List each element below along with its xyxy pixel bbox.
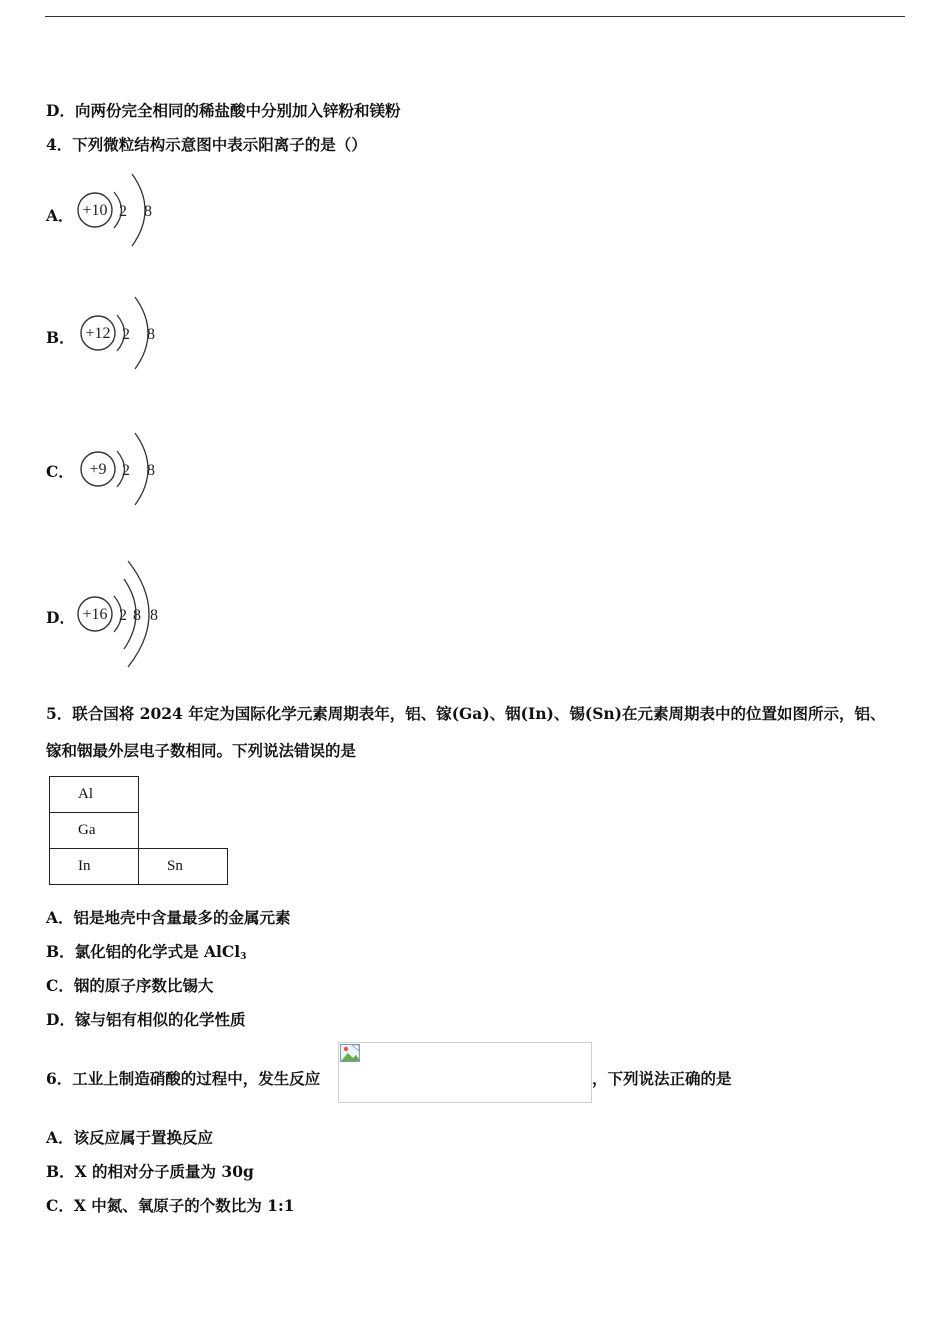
q4-option-c-atom-diagram — [77, 425, 167, 511]
equation-image-placeholder — [338, 1042, 592, 1103]
q4-option-d-atom-diagram — [74, 557, 174, 669]
broken-image-icon — [340, 1044, 360, 1062]
q5-stem-line2: 镓和铟最外层电子数相同。下列说法错误的是 — [46, 741, 357, 760]
q5-stem-line1: 5．联合国将 2024 年定为国际化学元素周期表年，铝、镓(Ga)、铟(In)、锡(Sn)在元素周期表中的位置如图所示，铝、 — [46, 704, 886, 723]
q6-option-c: C．X 中氮、氧原子的个数比为 1:1 — [46, 1196, 295, 1215]
q5-option-c: C．铟的原子序数比锡大 — [46, 976, 214, 995]
nucleus-charge: +9 — [89, 461, 107, 478]
shell-2-electrons: 8 — [133, 607, 141, 624]
shell-1-electrons: 2 — [119, 607, 127, 624]
q4-option-a-atom-diagram — [74, 166, 164, 252]
cell-empty — [139, 813, 228, 849]
q5-option-a: A．铝是地壳中含量最多的金属元素 — [46, 908, 291, 927]
cell-ga: Ga — [50, 813, 139, 849]
q4-option-a-label: A． — [46, 206, 74, 225]
cell-al: Al — [50, 777, 139, 813]
periodic-table-fragment — [49, 776, 228, 885]
q4-option-d-label: D． — [46, 608, 75, 627]
cell-empty — [139, 777, 228, 813]
q5-option-d: D．镓与铝有相似的化学性质 — [46, 1010, 246, 1029]
shell-2-electrons: 8 — [144, 203, 152, 220]
nucleus-charge: +10 — [82, 202, 108, 219]
q6-option-b: B．X 的相对分子质量为 30g — [46, 1162, 254, 1181]
q6-stem-before: 6．工业上制造硝酸的过程中，发生反应 — [46, 1069, 321, 1088]
q4-stem: 4．下列微粒结构示意图中表示阳离子的是（） — [46, 135, 367, 154]
header-rule — [45, 16, 905, 17]
shell-2-electrons: 8 — [147, 462, 155, 479]
nucleus-charge: +16 — [82, 606, 108, 623]
q5-option-b-subscript: 3 — [240, 952, 247, 962]
q6-option-a: A．该反应属于置换反应 — [46, 1128, 214, 1147]
q6-stem-after: ，下列说法正确的是 — [592, 1069, 732, 1088]
shell-1-electrons: 2 — [122, 462, 130, 479]
q4-option-b-label: B． — [46, 328, 75, 347]
q4-option-c-label: C． — [46, 462, 74, 481]
cell-in: In — [50, 849, 139, 885]
q4-option-b-atom-diagram — [77, 289, 167, 375]
shell-3-electrons: 8 — [150, 607, 158, 624]
shell-1-electrons: 2 — [119, 203, 127, 220]
q5-option-b-text: B．氯化铝的化学式是 AlCl — [46, 942, 241, 961]
cell-sn: Sn — [139, 849, 228, 885]
nucleus-charge: +12 — [85, 325, 111, 342]
shell-1-electrons: 2 — [122, 326, 130, 343]
q5-option-b — [46, 942, 246, 967]
shell-2-electrons: 8 — [147, 326, 155, 343]
q3-option-d: D．向两份完全相同的稀盐酸中分别加入锌粉和镁粉 — [46, 101, 401, 120]
